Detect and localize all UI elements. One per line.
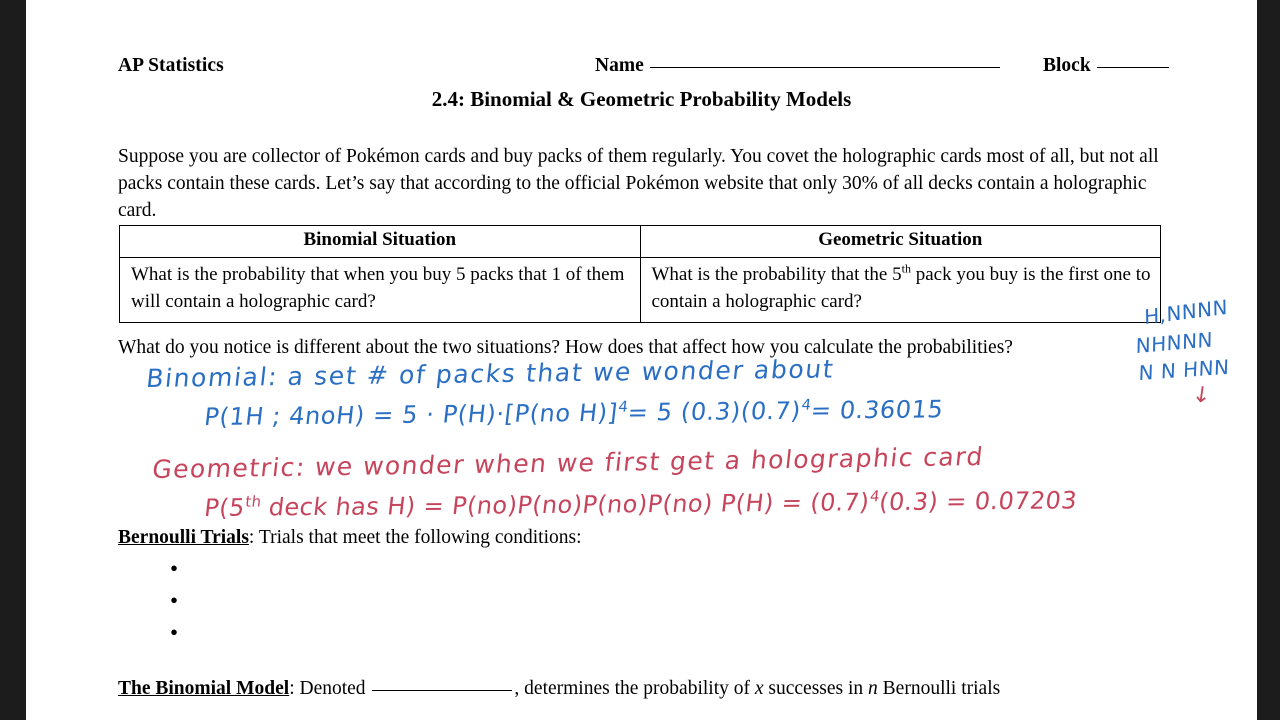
bernoulli-trials-definition: : Trials that meet the following conditions: [248,527,582,548]
handwriting-sequence-2: NHNNN [1135,327,1214,359]
name-label: Name [595,55,644,76]
situations-table [119,225,1161,323]
binomial-eq-exponent-2: 4 [800,395,813,414]
bernoulli-trials-line [118,527,582,549]
geometric-ordinal-suffix: th [901,261,911,276]
variable-n: n [868,678,878,699]
binomial-model-after-blank: , determines the probability of [514,678,755,699]
name-field-row [595,55,1000,77]
binomial-model-line [118,678,1000,700]
binomial-eq-exponent-1: 4 [617,397,630,416]
handwriting-binomial-note: Binomial: a set # of packs that we wonder about [144,354,836,393]
worksheet-content [26,0,1257,720]
handwriting-sequence-1: H,NNNN [1144,294,1229,330]
geometric-eq-part-c: (0.3) = 0.07203 [877,486,1079,517]
geometric-question-after: pack you buy is the first one to contain a holographic card? [651,264,1151,312]
binomial-notation-blank[interactable] [372,690,512,691]
binomial-eq-part-b: = 5 (0.3)(0.7) [626,396,803,427]
handwriting-binomial-equation [203,395,945,431]
bernoulli-conditions-list [118,558,170,654]
binomial-eq-part-c: = 0.36015 [809,395,946,425]
cell-geometric-question [640,258,1161,323]
cell-binomial-question: What is the probability that when you buy 5 packs that 1 of them will contain a holographic card? [120,258,641,323]
letterbox-left [0,0,26,720]
handwriting-geometric-note: Geometric: we wonder when we first get a holographic card [150,441,986,484]
block-field-row [1043,55,1169,77]
variable-x: x [754,678,764,699]
table-row [120,258,1161,323]
bernoulli-trials-term: Bernoulli Trials [118,527,249,548]
worksheet-header [118,55,1168,85]
handwriting-sequence-3: N N HNN [1138,354,1230,386]
intro-paragraph: Suppose you are collector of Pokémon cards and buy packs of them regularly. You covet the holographic cards most of all, but not all packs contain these cards. Let’s say that according to the official Pokémon website that only 30% of all decks contain a holographic card. [118,146,1159,221]
binomial-model-mid2: successes in [763,678,869,699]
block-blank-line[interactable] [1097,67,1169,68]
geometric-question-before: What is the probability that the 5 [651,264,902,285]
column-header-binomial: Binomial Situation [120,226,641,258]
geometric-eq-exponent: 4 [869,487,881,506]
binomial-eq-part-a: P(1H ; 4noH) = 5 · P(H)·[P(no H)] [202,398,620,431]
geometric-eq-part-b: deck has H) = P(no)P(no)P(no)P(no) P(H) = (0.7) [259,488,871,522]
course-label: AP Statistics [118,55,224,76]
letterbox-right [1257,0,1280,720]
table-header-row [120,226,1161,258]
block-label: Block [1043,55,1091,76]
column-header-geometric: Geometric Situation [640,226,1161,258]
page-title: 2.4: Binomial & Geometric Probability Models [431,87,852,111]
discussion-question: What do you notice is different about the two situations? How does that affect how you calculate the probabilities? [118,337,1013,358]
handwriting-geometric-equation [203,486,1079,522]
binomial-model-term: The Binomial Model [118,678,290,699]
binomial-model-tail: Bernoulli trials [877,678,1001,699]
document-page [26,0,1257,720]
binomial-model-mid: : Denoted [289,678,371,699]
down-arrow-icon: ↓ [1190,382,1213,410]
geometric-eq-ordinal: th [244,492,263,511]
geometric-eq-part-a: P(5 [202,493,247,522]
name-blank-line[interactable] [650,67,1000,68]
